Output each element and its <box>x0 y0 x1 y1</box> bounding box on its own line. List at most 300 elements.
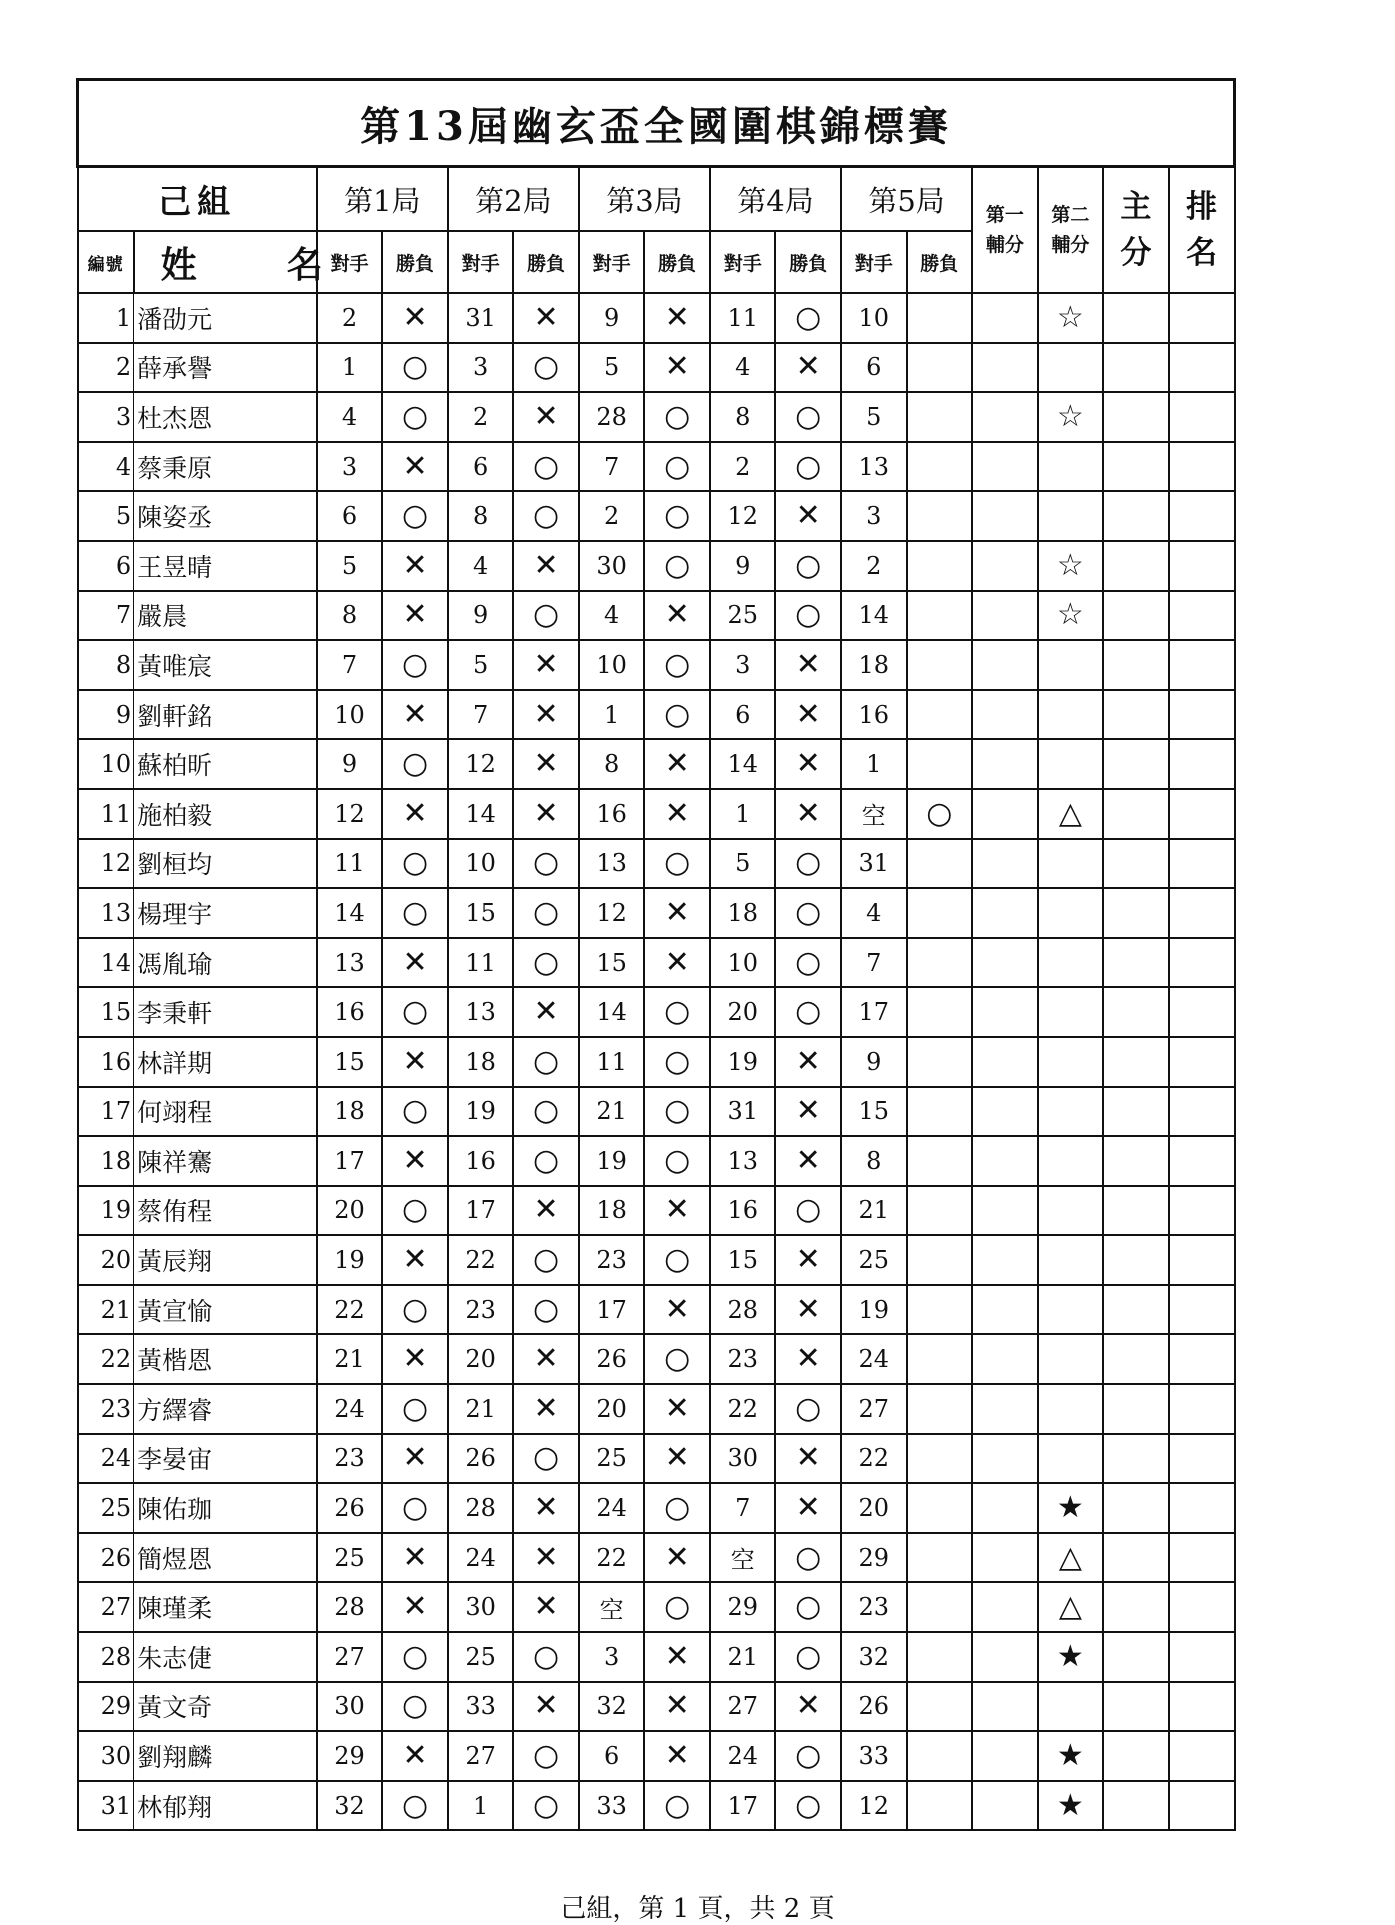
main-score-line1: 主 <box>1120 189 1152 225</box>
bonus1-cell <box>972 392 1038 442</box>
player-number: 25 <box>78 1483 134 1533</box>
result-cell: ○ <box>775 541 841 591</box>
rank-cell <box>1169 1582 1235 1632</box>
bonus2-mark <box>1038 1334 1104 1384</box>
result-cell: ✕ <box>382 442 448 492</box>
opponent-cell: 26 <box>448 1434 514 1484</box>
opponent-cell: 19 <box>841 1285 907 1335</box>
result-cell: ✕ <box>382 1235 448 1285</box>
result-cell: ✕ <box>513 1582 579 1632</box>
main-score-cell <box>1103 541 1169 591</box>
main-score-cell <box>1103 1334 1169 1384</box>
rank-cell <box>1169 739 1235 789</box>
player-name: 劉翔麟 <box>134 1731 317 1781</box>
opponent-cell: 16 <box>448 1136 514 1186</box>
main-score-cell <box>1103 1682 1169 1732</box>
opponent-cell: 20 <box>579 1384 645 1434</box>
opponent-cell: 10 <box>317 690 383 740</box>
result-cell: ○ <box>513 1632 579 1682</box>
result-cell: ✕ <box>775 690 841 740</box>
result-cell: ○ <box>775 392 841 442</box>
player-name: 黃唯宸 <box>134 640 317 690</box>
bonus2-mark: ☆ <box>1038 591 1104 641</box>
opponent-cell: 18 <box>317 1087 383 1137</box>
bonus2-mark <box>1038 739 1104 789</box>
result-cell: ✕ <box>775 1136 841 1186</box>
bonus2-mark <box>1038 343 1104 393</box>
player-name: 黃楷恩 <box>134 1334 317 1384</box>
opponent-cell: 30 <box>317 1682 383 1732</box>
opponent-cell: 17 <box>448 1186 514 1236</box>
table-row <box>78 1384 1235 1434</box>
player-name: 陳佑珈 <box>134 1483 317 1533</box>
opponent-cell: 17 <box>579 1285 645 1335</box>
rank-cell <box>1169 1087 1235 1137</box>
main-score-cell <box>1103 491 1169 541</box>
bonus1-cell <box>972 1334 1038 1384</box>
result-cell: ✕ <box>513 392 579 442</box>
result-cell: ✕ <box>644 739 710 789</box>
result-cell: ✕ <box>513 789 579 839</box>
result-header: 勝負 <box>513 231 579 293</box>
opponent-cell: 10 <box>448 839 514 889</box>
result-cell <box>907 1384 973 1434</box>
main-score-cell <box>1103 1186 1169 1236</box>
round-2-header: 第2局 <box>448 167 579 232</box>
main-score-cell <box>1103 1285 1169 1335</box>
bonus1-cell <box>972 591 1038 641</box>
opponent-cell: 16 <box>317 987 383 1037</box>
table-row <box>78 1731 1235 1781</box>
table-row <box>78 442 1235 492</box>
result-cell: ○ <box>382 1087 448 1137</box>
opponent-cell: 32 <box>579 1682 645 1732</box>
bonus2-mark: ☆ <box>1038 392 1104 442</box>
rank-cell <box>1169 1186 1235 1236</box>
main-score-cell <box>1103 1731 1169 1781</box>
opponent-cell: 10 <box>841 293 907 343</box>
bonus1-line1: 第一 <box>985 204 1024 226</box>
opponent-cell: 10 <box>710 938 776 988</box>
result-cell <box>907 888 973 938</box>
bonus1-cell <box>972 789 1038 839</box>
opponent-cell: 25 <box>841 1235 907 1285</box>
opponent-cell: 4 <box>710 343 776 393</box>
opponent-cell: 22 <box>448 1235 514 1285</box>
opponent-cell: 26 <box>841 1682 907 1732</box>
player-number: 1 <box>78 293 134 343</box>
result-cell: ✕ <box>382 1037 448 1087</box>
player-name: 蘇柏昕 <box>134 739 317 789</box>
opponent-cell: 11 <box>710 293 776 343</box>
bonus1-cell <box>972 1384 1038 1434</box>
opponent-cell: 28 <box>317 1582 383 1632</box>
result-cell: ✕ <box>513 1483 579 1533</box>
opponent-cell: 空 <box>841 789 907 839</box>
result-cell <box>907 491 973 541</box>
opponent-cell: 32 <box>841 1632 907 1682</box>
player-name: 林郁翔 <box>134 1781 317 1831</box>
rank-cell <box>1169 987 1235 1037</box>
table-row <box>78 839 1235 889</box>
opponent-cell: 12 <box>317 789 383 839</box>
result-cell: ○ <box>775 293 841 343</box>
opponent-cell: 14 <box>710 739 776 789</box>
result-cell: ✕ <box>775 1483 841 1533</box>
result-cell: ○ <box>775 591 841 641</box>
result-cell: ○ <box>382 392 448 442</box>
table-row <box>78 1682 1235 1732</box>
result-cell: ○ <box>382 888 448 938</box>
opponent-cell: 7 <box>317 640 383 690</box>
opponent-cell: 2 <box>317 293 383 343</box>
result-cell: ○ <box>382 1483 448 1533</box>
main-score-cell <box>1103 690 1169 740</box>
opponent-cell: 26 <box>317 1483 383 1533</box>
name-header-char1: 姓 <box>160 243 197 286</box>
result-cell: ○ <box>513 343 579 393</box>
bonus1-cell <box>972 491 1038 541</box>
bonus1-cell <box>972 1136 1038 1186</box>
result-cell: ✕ <box>513 1334 579 1384</box>
bonus1-cell <box>972 739 1038 789</box>
result-cell: ✕ <box>382 1533 448 1583</box>
player-name: 蔡侑程 <box>134 1186 317 1236</box>
opponent-header: 對手 <box>710 231 776 293</box>
result-cell: ✕ <box>382 1434 448 1484</box>
opponent-cell: 8 <box>448 491 514 541</box>
opponent-cell: 15 <box>448 888 514 938</box>
opponent-cell: 4 <box>579 591 645 641</box>
player-name: 陳祥騫 <box>134 1136 317 1186</box>
opponent-cell: 31 <box>448 293 514 343</box>
result-cell: ○ <box>644 392 710 442</box>
opponent-cell: 19 <box>317 1235 383 1285</box>
opponent-cell: 3 <box>448 343 514 393</box>
rank-cell <box>1169 1632 1235 1682</box>
result-cell: ○ <box>382 1285 448 1335</box>
result-cell <box>907 1483 973 1533</box>
bonus1-cell <box>972 1533 1038 1583</box>
opponent-cell: 16 <box>579 789 645 839</box>
rank-cell <box>1169 1434 1235 1484</box>
table-row <box>78 1087 1235 1137</box>
main-score-cell <box>1103 1037 1169 1087</box>
result-cell: ✕ <box>644 1632 710 1682</box>
score-sheet <box>76 78 1236 1831</box>
result-cell <box>907 1533 973 1583</box>
opponent-cell: 8 <box>579 739 645 789</box>
result-cell <box>907 1285 973 1335</box>
result-cell: ✕ <box>644 591 710 641</box>
opponent-cell: 20 <box>448 1334 514 1384</box>
result-cell: ○ <box>513 1781 579 1831</box>
player-name: 薛承譽 <box>134 343 317 393</box>
result-cell <box>907 1632 973 1682</box>
result-cell: ○ <box>775 1632 841 1682</box>
player-name: 陳姿丞 <box>134 491 317 541</box>
result-cell: ○ <box>775 888 841 938</box>
player-number: 18 <box>78 1136 134 1186</box>
rank-cell <box>1169 293 1235 343</box>
opponent-cell: 33 <box>448 1682 514 1732</box>
bonus1-header <box>972 167 1038 294</box>
opponent-cell: 14 <box>448 789 514 839</box>
opponent-cell: 4 <box>448 541 514 591</box>
opponent-cell: 5 <box>448 640 514 690</box>
opponent-cell: 20 <box>841 1483 907 1533</box>
main-score-cell <box>1103 293 1169 343</box>
result-cell: ○ <box>513 1235 579 1285</box>
bonus2-mark <box>1038 1186 1104 1236</box>
opponent-cell: 14 <box>841 591 907 641</box>
result-cell: ✕ <box>382 541 448 591</box>
result-cell: ○ <box>644 442 710 492</box>
bonus2-mark: △ <box>1038 1533 1104 1583</box>
opponent-cell: 23 <box>841 1582 907 1632</box>
opponent-cell: 9 <box>448 591 514 641</box>
result-cell: ✕ <box>382 690 448 740</box>
bonus1-cell <box>972 640 1038 690</box>
bonus2-mark <box>1038 1136 1104 1186</box>
result-cell: ○ <box>382 987 448 1037</box>
result-cell: ✕ <box>775 1334 841 1384</box>
rank-cell <box>1169 1136 1235 1186</box>
opponent-cell: 22 <box>710 1384 776 1434</box>
player-name: 蔡秉原 <box>134 442 317 492</box>
bonus2-mark <box>1038 1087 1104 1137</box>
opponent-cell: 21 <box>317 1334 383 1384</box>
opponent-cell: 11 <box>448 938 514 988</box>
opponent-cell: 7 <box>579 442 645 492</box>
table-row <box>78 739 1235 789</box>
player-number: 15 <box>78 987 134 1037</box>
opponent-cell: 8 <box>317 591 383 641</box>
opponent-cell: 22 <box>579 1533 645 1583</box>
bonus2-mark: ☆ <box>1038 541 1104 591</box>
bonus2-mark <box>1038 640 1104 690</box>
opponent-cell: 24 <box>448 1533 514 1583</box>
result-cell: ○ <box>644 541 710 591</box>
bonus1-cell <box>972 839 1038 889</box>
result-header: 勝負 <box>382 231 448 293</box>
result-header: 勝負 <box>907 231 973 293</box>
opponent-cell: 25 <box>317 1533 383 1583</box>
opponent-cell: 9 <box>710 541 776 591</box>
result-cell: ✕ <box>382 789 448 839</box>
opponent-cell: 30 <box>710 1434 776 1484</box>
rank-cell <box>1169 591 1235 641</box>
table-row <box>78 789 1235 839</box>
main-score-cell <box>1103 839 1169 889</box>
result-cell: ✕ <box>644 1384 710 1434</box>
bonus1-cell <box>972 1037 1038 1087</box>
result-cell: ✕ <box>644 789 710 839</box>
player-number: 21 <box>78 1285 134 1335</box>
main-score-cell <box>1103 1087 1169 1137</box>
main-score-cell <box>1103 789 1169 839</box>
bonus1-cell <box>972 541 1038 591</box>
bonus1-cell <box>972 343 1038 393</box>
opponent-cell: 27 <box>317 1632 383 1682</box>
opponent-header: 對手 <box>448 231 514 293</box>
result-cell: ✕ <box>644 1186 710 1236</box>
opponent-cell: 16 <box>841 690 907 740</box>
result-cell: ✕ <box>644 1434 710 1484</box>
player-number: 3 <box>78 392 134 442</box>
main-score-cell <box>1103 938 1169 988</box>
result-cell <box>907 839 973 889</box>
table-row <box>78 1632 1235 1682</box>
result-cell: ✕ <box>775 343 841 393</box>
table-row <box>78 1434 1235 1484</box>
opponent-cell: 25 <box>448 1632 514 1682</box>
result-cell: ✕ <box>775 1037 841 1087</box>
opponent-cell: 3 <box>317 442 383 492</box>
opponent-cell: 18 <box>841 640 907 690</box>
result-cell: ○ <box>382 491 448 541</box>
result-cell: ✕ <box>644 938 710 988</box>
result-cell: ✕ <box>775 640 841 690</box>
opponent-cell: 2 <box>448 392 514 442</box>
opponent-cell: 1 <box>841 739 907 789</box>
result-cell: ○ <box>382 1682 448 1732</box>
rank-cell <box>1169 640 1235 690</box>
result-cell <box>907 591 973 641</box>
opponent-cell: 25 <box>710 591 776 641</box>
table-row <box>78 591 1235 641</box>
result-cell <box>907 1682 973 1732</box>
result-cell <box>907 1334 973 1384</box>
result-cell: ○ <box>644 987 710 1037</box>
result-cell: ○ <box>513 1731 579 1781</box>
opponent-cell: 6 <box>841 343 907 393</box>
bonus2-mark <box>1038 1384 1104 1434</box>
main-score-cell <box>1103 1533 1169 1583</box>
opponent-cell: 3 <box>579 1632 645 1682</box>
result-cell <box>907 987 973 1037</box>
table-row <box>78 640 1235 690</box>
table-row <box>78 1334 1235 1384</box>
opponent-cell: 15 <box>710 1235 776 1285</box>
rank-cell <box>1169 1731 1235 1781</box>
result-cell: ○ <box>382 640 448 690</box>
opponent-cell: 17 <box>317 1136 383 1186</box>
result-cell <box>907 1731 973 1781</box>
name-header <box>134 231 323 293</box>
result-cell: ○ <box>644 839 710 889</box>
result-cell: ✕ <box>644 1285 710 1335</box>
result-cell: ✕ <box>382 1136 448 1186</box>
main-score-cell <box>1103 640 1169 690</box>
player-number: 16 <box>78 1037 134 1087</box>
result-cell: ○ <box>644 491 710 541</box>
rank-cell <box>1169 442 1235 492</box>
opponent-cell: 25 <box>579 1434 645 1484</box>
opponent-cell: 9 <box>317 739 383 789</box>
result-cell <box>907 739 973 789</box>
player-name: 方繹睿 <box>134 1384 317 1434</box>
result-header: 勝負 <box>775 231 841 293</box>
bonus2-mark <box>1038 442 1104 492</box>
player-name: 嚴晨 <box>134 591 317 641</box>
opponent-cell: 6 <box>448 442 514 492</box>
player-number: 19 <box>78 1186 134 1236</box>
opponent-cell: 5 <box>579 343 645 393</box>
opponent-cell: 32 <box>317 1781 383 1831</box>
player-number: 8 <box>78 640 134 690</box>
opponent-cell: 21 <box>710 1632 776 1682</box>
bonus2-mark: △ <box>1038 1582 1104 1632</box>
rank-cell <box>1169 343 1235 393</box>
bonus2-mark: △ <box>1038 789 1104 839</box>
opponent-cell: 7 <box>841 938 907 988</box>
rank-cell <box>1169 1285 1235 1335</box>
opponent-cell: 11 <box>317 839 383 889</box>
table-row <box>78 1781 1235 1831</box>
player-number: 2 <box>78 343 134 393</box>
result-cell <box>907 1235 973 1285</box>
result-cell: ✕ <box>513 987 579 1037</box>
opponent-cell: 15 <box>579 938 645 988</box>
opponent-header: 對手 <box>317 231 383 293</box>
player-name: 王昱晴 <box>134 541 317 591</box>
player-name: 朱志倢 <box>134 1632 317 1682</box>
player-name: 簡煜恩 <box>134 1533 317 1583</box>
bonus2-mark: ★ <box>1038 1632 1104 1682</box>
result-cell: ✕ <box>644 293 710 343</box>
bonus1-cell <box>972 293 1038 343</box>
result-cell: ○ <box>513 1285 579 1335</box>
result-cell: ○ <box>382 1632 448 1682</box>
player-number: 30 <box>78 1731 134 1781</box>
player-name: 杜杰恩 <box>134 392 317 442</box>
player-number: 6 <box>78 541 134 591</box>
table-row <box>78 343 1235 393</box>
opponent-cell: 18 <box>710 888 776 938</box>
rank-cell <box>1169 888 1235 938</box>
table-row <box>78 1533 1235 1583</box>
bonus1-cell <box>972 1582 1038 1632</box>
player-name: 黃辰翔 <box>134 1235 317 1285</box>
result-cell <box>907 1186 973 1236</box>
bonus2-mark <box>1038 938 1104 988</box>
opponent-cell: 13 <box>448 987 514 1037</box>
opponent-cell: 7 <box>710 1483 776 1533</box>
main-score-cell <box>1103 591 1169 641</box>
main-score-cell <box>1103 888 1169 938</box>
opponent-cell: 21 <box>841 1186 907 1236</box>
player-number: 7 <box>78 591 134 641</box>
result-cell: ○ <box>775 1384 841 1434</box>
table-row <box>78 888 1235 938</box>
player-name: 楊理宇 <box>134 888 317 938</box>
opponent-cell: 29 <box>317 1731 383 1781</box>
result-cell <box>907 1582 973 1632</box>
player-number: 20 <box>78 1235 134 1285</box>
result-cell: ○ <box>775 1781 841 1831</box>
opponent-cell: 9 <box>841 1037 907 1087</box>
table-row <box>78 1136 1235 1186</box>
player-name: 李秉軒 <box>134 987 317 1037</box>
result-cell <box>907 938 973 988</box>
main-score-cell <box>1103 1136 1169 1186</box>
table-row <box>78 1582 1235 1632</box>
result-cell: ○ <box>513 491 579 541</box>
player-number: 26 <box>78 1533 134 1583</box>
player-number: 9 <box>78 690 134 740</box>
bonus2-mark <box>1038 491 1104 541</box>
